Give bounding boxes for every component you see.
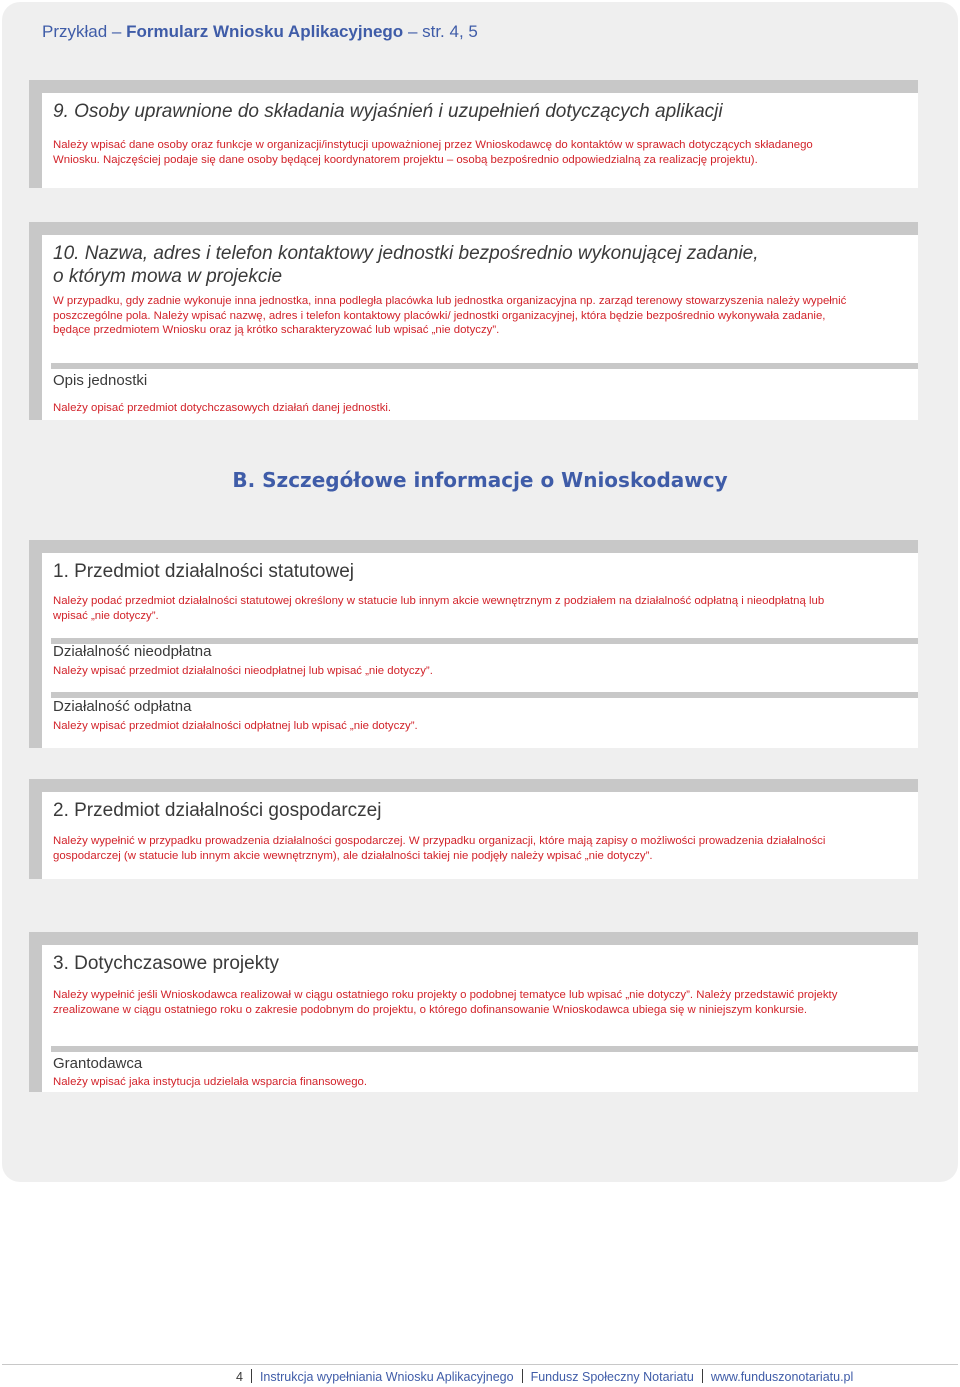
section-1-description: Należy podać przedmiot działalności statutowej określony w statucie lub innym akcie wewnętrznym z podziałem na działalność odpłatną i nieodpłatną lub wpisać „nie dotyczy”. [53,595,825,622]
header-title: Formularz Wniosku Aplikacyjnego [126,22,404,41]
section-10-title-line1: 10. Nazwa, adres i telefon kontaktowy jednostki bezpośrednio wykonującej zadanie, [53,243,759,264]
section-1-top-bar [29,540,918,553]
section-3-top-bar [29,932,918,945]
dzialalnosc-nieodplatna-description: Należy wpisać przedmiot działalności nieodpłatnej lub wpisać „nie dotyczy”. [53,665,433,677]
section-10-title-line2: o którym mowa w projekcie [53,266,283,287]
section-9-description: Należy wpisać dane osoby oraz funkcje w organizacji/instytucji upoważnionej przez Wnioskodawcę do kontaktów w sprawach dotyczących składanego Wniosku. Najczęściej podaje się dane osoby będącej koordynatorem projektu – osobą bezpośrednio odpowiedzialną za realizację projektu). [53,139,813,166]
section-10-title [53,242,759,288]
section-2-side-bar [29,779,42,879]
page-footer [236,1369,853,1384]
footer-separator [702,1369,703,1383]
footer-doc-title: Instrukcja wypełniania Wniosku Aplikacyjnego [259,1370,514,1384]
grantodawca-description: Należy wpisać jaka instytucja udzielała wsparcia finansowego. [53,1076,368,1088]
section-3-side-bar [29,932,42,1092]
grantodawca-title: Grantodawca [53,1055,143,1072]
section-3-description: Należy wypełnić jeśli Wnioskodawca realizował w ciągu ostatniego roku projekty o podobnej tematyce lub wpisać „nie dotyczy”. Należy przedstawić projekty zrealizowane w ciągu ostatniego roku o zakresie podobnym do projektu, o którego dofinansowanie Wnioskodawca ubiega się w niniejszym konkursie. [53,989,838,1016]
page-number: 4 [236,1370,243,1384]
section-10-sub-bar [51,363,918,369]
section-1-side-bar [29,540,42,748]
header-pages: – str. 4, 5 [407,22,478,41]
dzialalnosc-odplatna-description: Należy wpisać przedmiot działalności odpłatnej lub wpisać „nie dotyczy”. [53,720,418,732]
opis-jednostki-title: Opis jednostki [53,372,148,389]
section-1 [29,540,918,748]
section-10 [29,222,918,420]
section-3 [29,932,918,1092]
footer-separator [251,1369,252,1383]
section-2 [29,779,918,879]
dzialalnosc-odplatna-title: Działalność odpłatna [53,698,192,715]
section-2-title: 2. Przedmiot działalności gospodarczej [53,800,382,821]
section-10-side-bar [29,222,42,420]
section-9-top-bar [29,80,918,93]
opis-jednostki-description: Należy opisać przedmiot dotychczasowych działań danej jednostki. [53,402,392,414]
section-b-heading: B. Szczegółowe informacje o Wnioskodawcy [232,468,728,492]
footer-divider [2,1364,958,1365]
section-9 [29,80,918,188]
section-1-title: 1. Przedmiot działalności statutowej [53,561,354,582]
footer-url[interactable]: www.funduszonotariatu.pl [710,1370,854,1384]
section-9-side-bar [29,80,42,188]
section-2-description: Należy wypełnić w przypadku prowadzenia działalności gospodarczej. W przypadku organizacji, które mają zapisy o możliwości prowadzenia działalności gospodarczej (w statucie lub innym akcie wewnętrznym), ale działalności takiej nie podjęły należy wpisać „nie dotyczy”. [53,835,826,862]
section-3-title: 3. Dotychczasowe projekty [53,953,279,974]
page-header [42,22,478,42]
section-10-description: W przypadku, gdy zadnie wykonuje inna jednostka, inna podległa placówka lub jednostka organizacyjna np. zarząd terenowy stowarzyszenia należy wypełnić poszczególne pola. Należy wpisać nazwę, adres i telefon kontaktowy placówki/ jednostki organizacyjnej, która będzie bezpośrednio wykonywała zadanie, będące przedmiotem Wniosku oraz ją krótko scharakteryzować lub wpisać „nie dotyczy”. [53,295,847,337]
section-3-sub-bar [51,1046,918,1052]
footer-org: Fundusz Społeczny Notariatu [530,1370,694,1384]
section-2-top-bar [29,779,918,792]
header-prefix: Przykład – [42,22,122,41]
footer-separator [522,1369,523,1383]
section-10-top-bar [29,222,918,235]
section-9-title: 9. Osoby uprawnione do składania wyjaśnień i uzupełnień dotyczących aplikacji [53,101,723,122]
dzialalnosc-nieodplatna-title: Działalność nieodpłatna [53,643,212,660]
